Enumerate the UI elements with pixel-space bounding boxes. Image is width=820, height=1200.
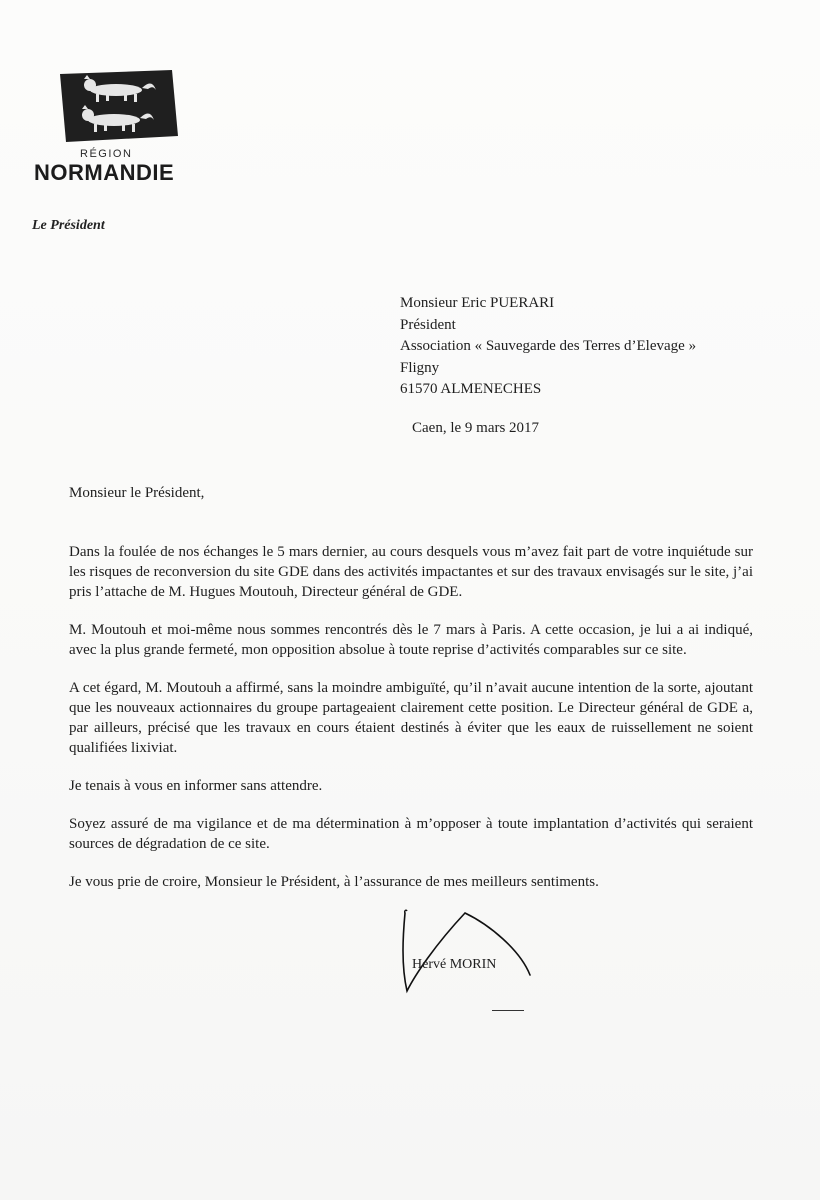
body-paragraph: Soyez assuré de ma vigilance et de ma détermination à m’opposer à toute implantation d’activités qui seraient sources de dégradation de ce site. — [69, 816, 753, 852]
letter-date: Caen, le 9 mars 2017 — [412, 420, 540, 436]
recipient-line: Fligny — [400, 359, 440, 376]
closing-paragraph: Je vous prie de croire, Monsieur le Président, à l’assurance de mes meilleurs sentiments. — [69, 874, 599, 890]
handwritten-signature-icon — [395, 905, 535, 995]
recipient-address — [400, 293, 696, 401]
logo-region-label: RÉGION — [80, 148, 133, 160]
body-paragraph: Dans la foulée de nos échanges le 5 mars dernier, au cours desquels vous m’avez fait part de votre inquiétude sur les risques de reconversion du site GDE dans des activités impactantes et sur des travaux envisagés sur le site, j’ai pris l’attache de M. Hugues Moutouh, Directeur général de GDE. — [69, 544, 753, 600]
recipient-line: Association « Sauvegarde des Terres d’Elevage » — [400, 338, 697, 354]
body-paragraph: M. Moutouh et moi-même nous sommes rencontrés dès le 7 mars à Paris. A cette occasion, je lui a ai indiqué, avec la plus grande fermeté, mon opposition absolue à toute reprise d’activités comparables sur ce site. — [69, 622, 753, 658]
region-logo — [32, 70, 175, 190]
logo-region-name: NORMANDIE — [34, 160, 175, 185]
recipient-line: Monsieur Eric PUERARI — [400, 295, 555, 311]
signatory-name: Hervé MORIN — [412, 957, 497, 972]
sender-title: Le Président — [32, 218, 105, 233]
letter-body — [69, 542, 753, 892]
normandy-two-leopards-icon — [54, 70, 184, 142]
salutation: Monsieur le Président, — [69, 485, 205, 501]
recipient-line: 61570 ALMENECHES — [400, 381, 542, 397]
recipient-line: Président — [400, 316, 456, 333]
body-paragraph: A cet égard, M. Moutouh a affirmé, sans la moindre ambiguïté, qu’il n’avait aucune intention de la sorte, ajoutant que les nouveaux actionnaires du groupe partageaient clairement cette position. Le Directeur général de GDE a, par ailleurs, précisé que les travaux en cours étaient destinés à éviter que les eaux de ruissellement ne soient qualifiées lixiviat. — [69, 680, 753, 756]
signature-underline — [492, 1010, 524, 1011]
body-paragraph: Je tenais à vous en informer sans attendre. — [69, 778, 323, 794]
